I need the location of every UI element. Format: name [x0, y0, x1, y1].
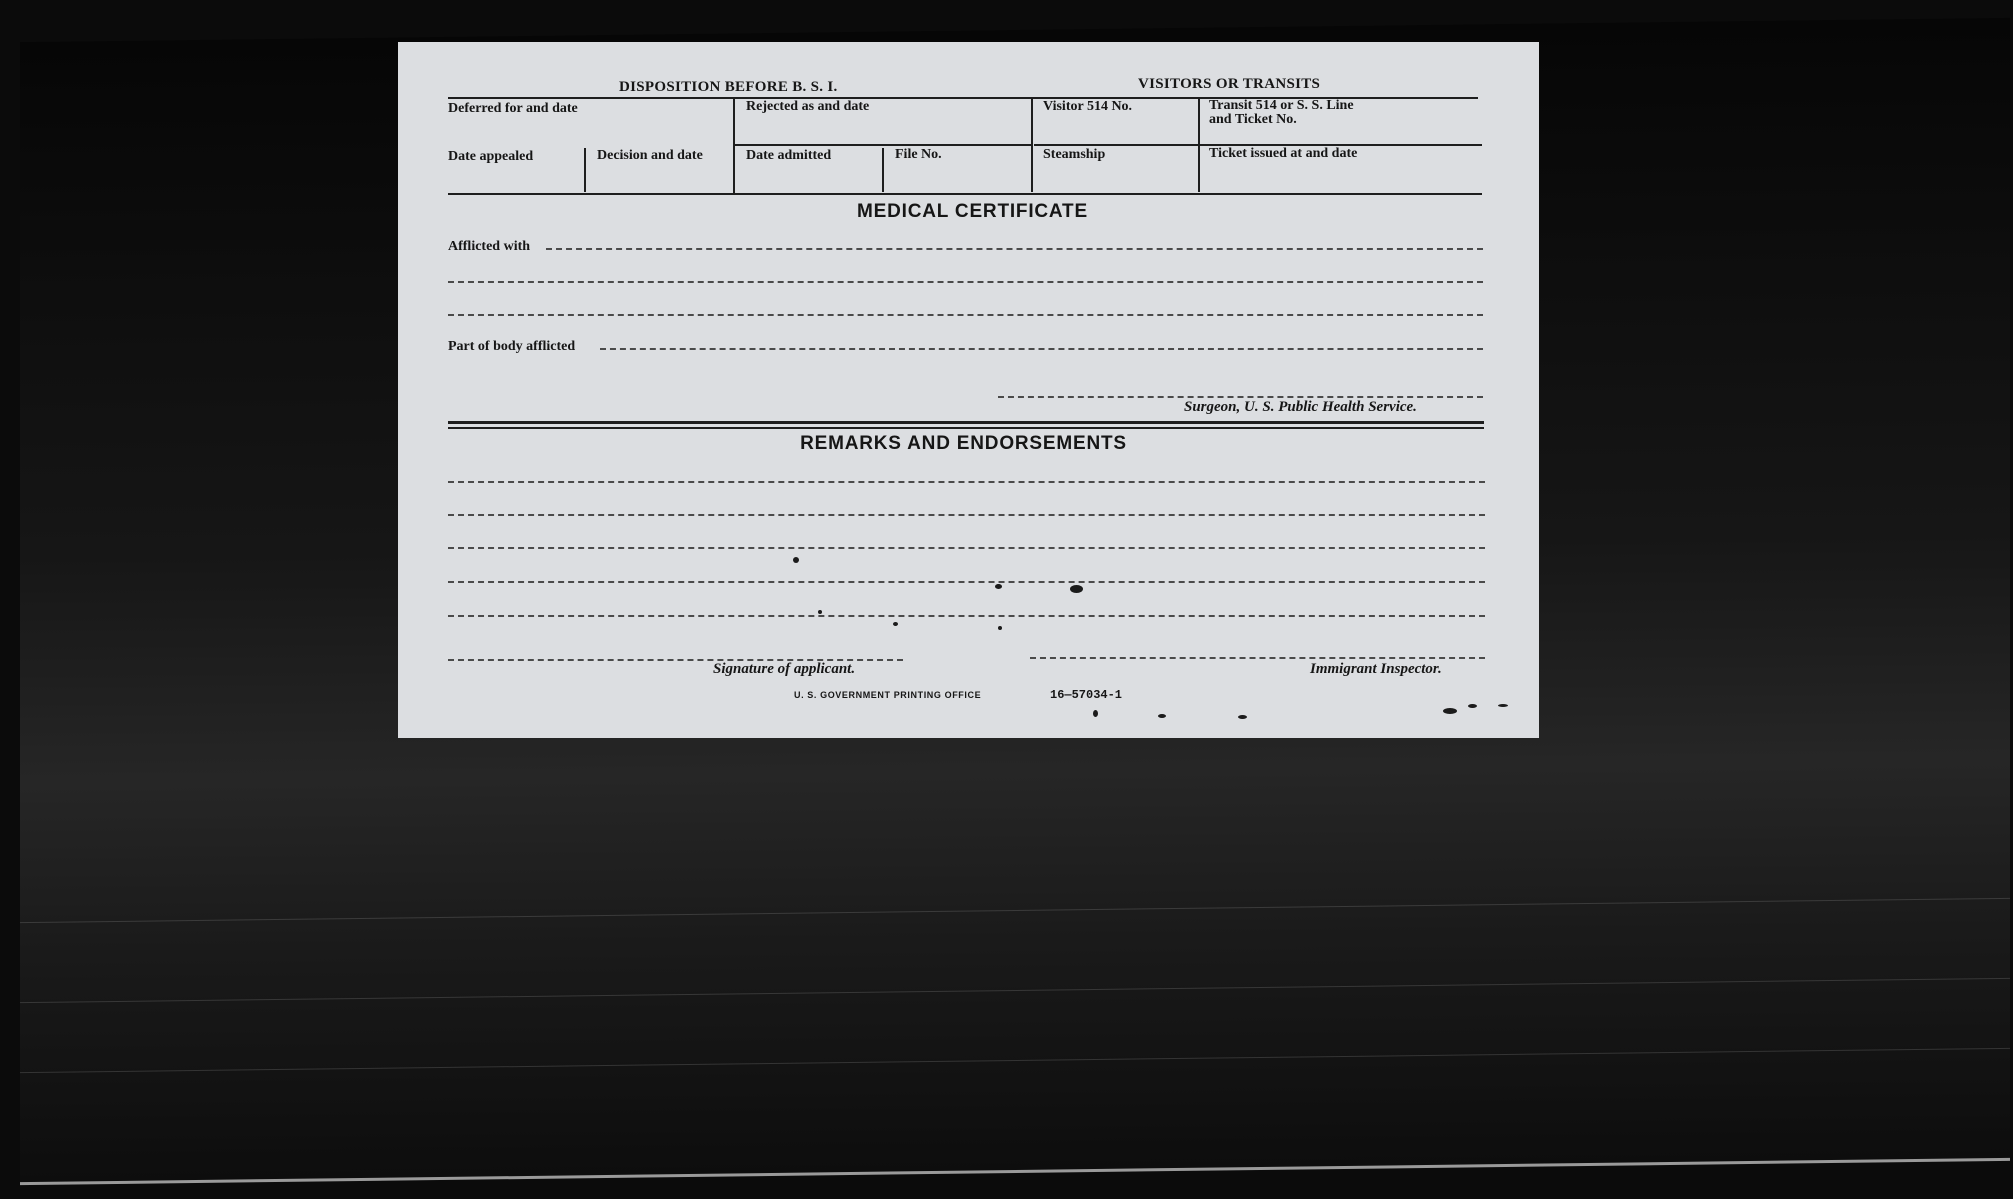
label-decision: Decision and date	[597, 148, 703, 163]
medical-certificate-title: MEDICAL CERTIFICATE	[857, 201, 1088, 222]
remarks-line	[448, 481, 1485, 483]
remarks-title: REMARKS AND ENDORSEMENTS	[800, 433, 1127, 454]
scan-speck	[793, 557, 799, 563]
label-date-admitted: Date admitted	[746, 148, 832, 163]
scan-speck	[1158, 714, 1166, 718]
afflicted-with-line	[546, 248, 1483, 250]
applicant-signature-label: Signature of applicant.	[713, 661, 856, 677]
label-visitor-514: Visitor 514 No.	[1043, 99, 1133, 114]
grid-bottom-rule	[448, 193, 1482, 195]
afflicted-with-line	[448, 314, 1483, 316]
label-afflicted-with: Afflicted with	[448, 239, 531, 254]
printer-imprint: U. S. GOVERNMENT PRINTING OFFICE	[794, 690, 982, 700]
inspector-signature-line	[1030, 657, 1485, 659]
section-double-rule	[448, 427, 1484, 429]
section-double-rule	[448, 421, 1484, 424]
remarks-line	[448, 547, 1485, 549]
grid-divider	[733, 98, 735, 194]
label-file-no: File No.	[895, 147, 942, 162]
scan-streak	[20, 1048, 2010, 1073]
label-date-appealed: Date appealed	[448, 149, 534, 164]
scan-speck	[1468, 704, 1477, 708]
afflicted-with-line	[448, 281, 1483, 283]
inspector-signature-label: Immigrant Inspector.	[1310, 661, 1442, 677]
surgeon-signature-line	[998, 396, 1483, 398]
scan-speck	[1498, 704, 1508, 707]
scan-speck	[893, 622, 898, 626]
label-ticket-issued: Ticket issued at and date	[1209, 146, 1358, 161]
scan-speck	[818, 610, 822, 614]
immigration-record-card	[398, 42, 1539, 738]
grid-divider	[1031, 98, 1033, 192]
remarks-line	[448, 615, 1485, 617]
label-deferred: Deferred for and date	[448, 101, 578, 116]
label-transit-514: Transit 514 or S. S. Line	[1209, 98, 1354, 113]
surgeon-signature-label: Surgeon, U. S. Public Health Service.	[1184, 399, 1417, 415]
scan-streak	[20, 898, 2010, 923]
grid-divider	[584, 148, 586, 192]
scan-speck	[1093, 710, 1098, 717]
remarks-line	[448, 581, 1485, 583]
grid-divider	[882, 148, 884, 192]
label-part-of-body: Part of body afflicted	[448, 339, 576, 354]
visitors-header: VISITORS OR TRANSITS	[1138, 76, 1321, 92]
scan-speck	[995, 584, 1002, 589]
scan-streak	[20, 978, 2010, 1003]
part-of-body-line	[600, 348, 1483, 350]
scan-speck	[1238, 715, 1247, 719]
grid-divider	[1198, 98, 1200, 192]
label-ticket-no: and Ticket No.	[1209, 112, 1297, 127]
label-rejected: Rejected as and date	[746, 99, 870, 114]
disposition-header: DISPOSITION BEFORE B. S. I.	[619, 79, 838, 95]
form-code: 16—57034-1	[1050, 688, 1123, 702]
grid-mid-rule-rejected	[733, 144, 1031, 146]
scan-speck	[1070, 585, 1083, 593]
scan-speck	[1443, 708, 1457, 714]
remarks-line	[448, 514, 1485, 516]
scan-speck	[998, 626, 1002, 630]
label-steamship: Steamship	[1043, 147, 1106, 162]
